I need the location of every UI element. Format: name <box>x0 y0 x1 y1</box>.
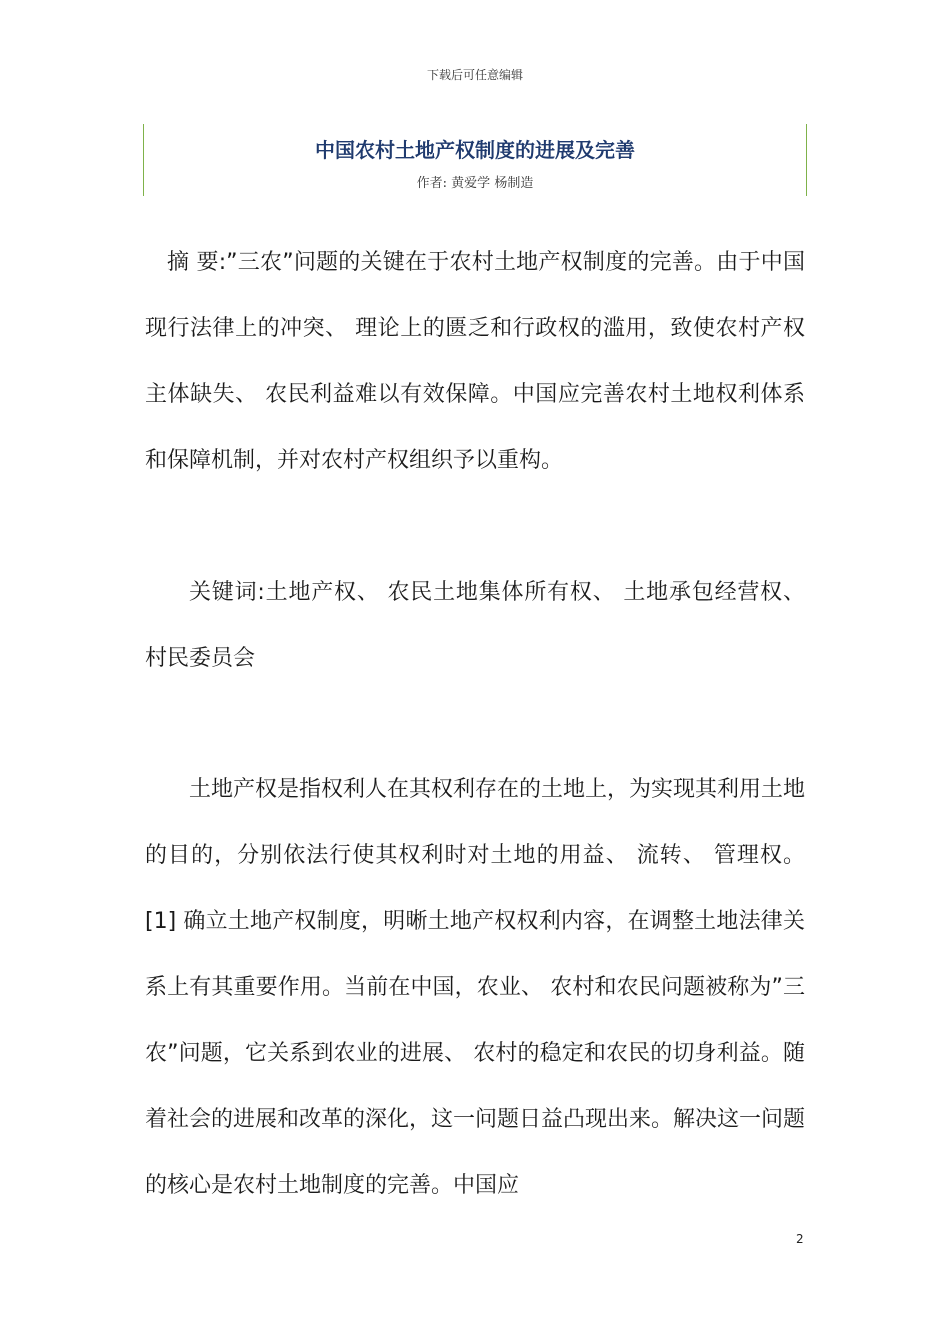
abstract-paragraph: 摘 要:”三农”问题的关键在于农村土地产权制度的完善。由于中国现行法律上的冲突、 理论上的匮乏和行政权的滥用，致使农村产权主体缺失、 农民利益难以有效保障。中国应完善农村土地权利体系和保障机制，并对农村产权组织予以重构。 <box>145 250 805 473</box>
page-number: 2 <box>796 1232 804 1246</box>
document-title: 中国农村土地产权制度的进展及完善 <box>315 138 635 162</box>
title-box <box>143 124 807 196</box>
keywords-paragraph: 关键词:土地产权、 农民土地集体所有权、 土地承包经营权、 村民委员会 <box>145 580 805 671</box>
header-note: 下载后可任意编辑 <box>426 68 523 82</box>
document-author: 作者: 黄爱学 杨制造 <box>416 176 534 191</box>
body-paragraph: 土地产权是指权利人在其权利存在的土地上，为实现其利用土地的目的，分别依法行使其权利时对土地的用益、 流转、 管理权。[1] 确立土地产权制度，明晰土地产权权利内容，在调整土地法律关系上有其重要作用。当前在中国，农业、 农村和农民问题被称为”三农”问题，它关系到农业的进展、 农村的稳定和农民的切身利益。随着社会的进展和改革的深化，这一问题日益凸现出来。解决这一问题的核心是农村土地制度的完善。中国应 <box>145 777 806 1198</box>
